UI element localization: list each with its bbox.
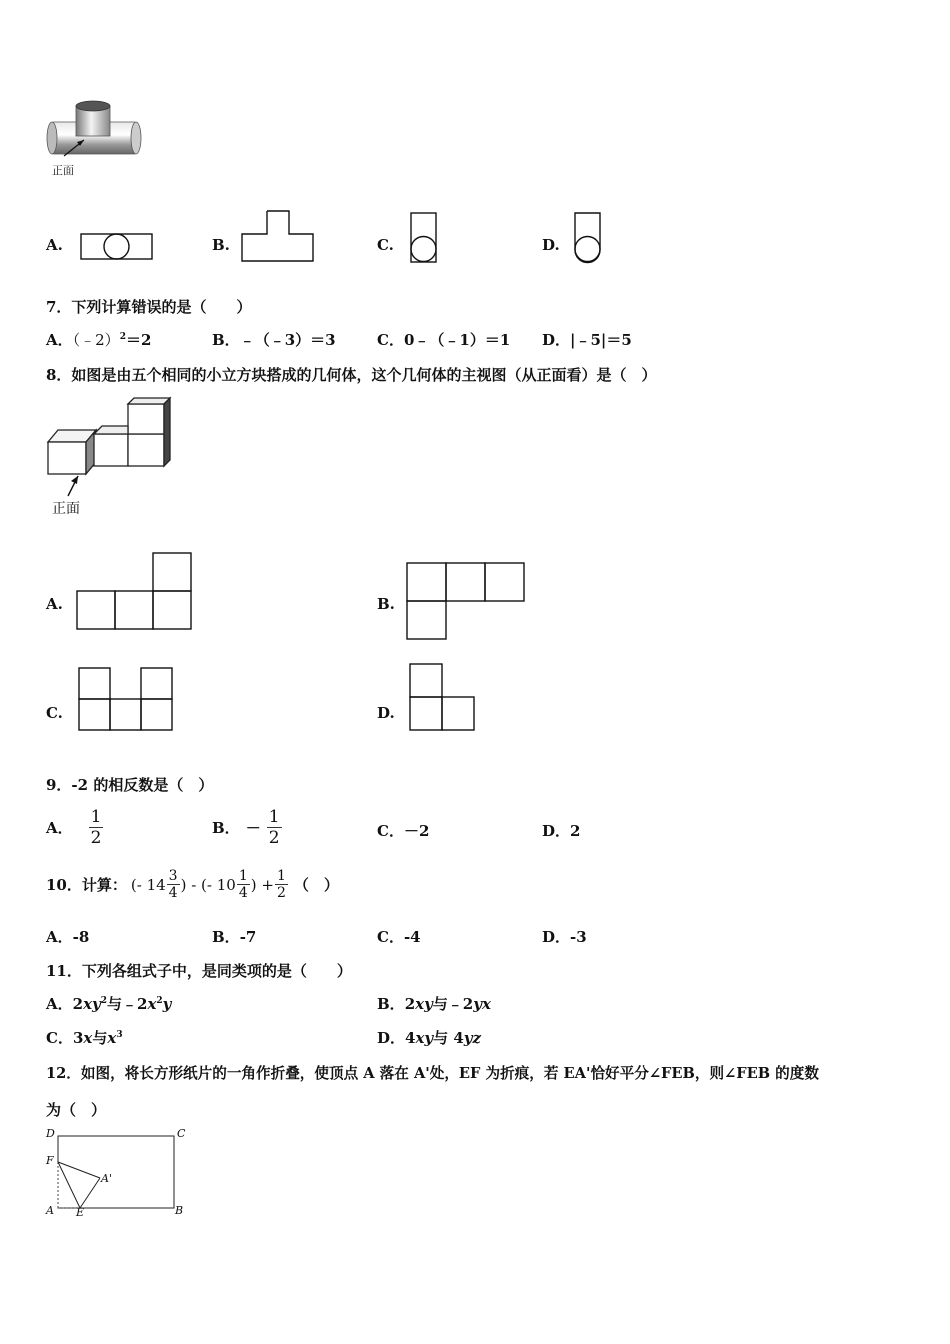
q10-option-a-text: -8 [72, 928, 90, 946]
q10-fraction-1: $\frac{3}{4}$ [168, 868, 178, 901]
q9-option-b[interactable] [212, 807, 282, 848]
q7-option-c[interactable] [377, 329, 510, 350]
q8-option-c-figure[interactable] [78, 667, 174, 733]
q8-option-b-figure[interactable] [406, 562, 526, 642]
q9-option-b-fraction: $\frac{1}{2}$ [268, 807, 280, 848]
q7-option-a-result: ＝2 [125, 331, 152, 349]
q9-stem: 9．-2 的相反数是（ ） [46, 776, 214, 794]
rect-label-b: B [175, 1204, 184, 1217]
q10-option-c-label: C． [377, 928, 404, 946]
q8-option-d-figure[interactable] [409, 663, 477, 733]
q10-option-b-label: B． [212, 928, 240, 946]
q7-option-c-label: C． [377, 331, 404, 349]
pipe-caption: 正面 [52, 164, 74, 177]
q10-expression: (- 14 $\frac{3}{4}$ ) - (- 10 $\frac{1}{4}$ ) + $\frac{1}{2}$ [130, 868, 286, 901]
q12-stem-line1: 12．如图，将长方形纸片的一角作折叠，使顶点 A 落在 A'处，EF 为折痕，若 EA'恰好平分∠FEB，则∠FEB 的度数 [46, 1065, 819, 1082]
q7-stem: 7．下列计算错误的是（ ） [46, 298, 252, 316]
q10-option-c[interactable] [377, 926, 421, 947]
q9-option-c-label: C． [377, 822, 404, 840]
q9-option-d-label: D． [542, 822, 571, 840]
q10-option-d[interactable] [542, 926, 587, 947]
q8-option-d-label[interactable]: D. [377, 704, 395, 722]
q6-option-c-label[interactable]: C. [377, 236, 394, 254]
q10-option-a-label: A． [46, 928, 73, 946]
q7-option-d-text: |﹣5|＝5 [570, 331, 632, 349]
q10-option-b[interactable] [212, 926, 256, 947]
rect-label-e: E [76, 1206, 85, 1219]
q10-option-d-label: D． [542, 928, 571, 946]
q10-fraction-2: $\frac{1}{4}$ [238, 868, 248, 901]
q10-option-c-text: -4 [403, 928, 421, 946]
q9-option-c[interactable] [377, 820, 429, 841]
q6-option-b-label[interactable]: B. [212, 236, 230, 254]
q7-option-c-text: 0﹣（﹣1）＝1 [403, 331, 511, 349]
q7-option-b-text: ﹣（﹣3）＝3 [239, 331, 336, 349]
q10-option-b-text: -7 [239, 928, 257, 946]
q7-option-a[interactable] [46, 329, 151, 350]
q7-option-b-label: B． [212, 331, 240, 349]
q9-option-d-text: 2 [570, 822, 581, 840]
q11-stem: 11．下列各组式子中，是同类项的是（ ） [46, 962, 352, 980]
q8-cubes-caption: 正面 [52, 501, 80, 517]
q6-option-b-figure[interactable] [241, 210, 315, 263]
q8-stem: 8．如图是由五个相同的小立方块搭成的几何体，这个几何体的主视图（从正面看）是（ ） [46, 366, 657, 384]
q9-option-a-label: A． [46, 819, 73, 837]
q9-option-b-label: B． [212, 819, 240, 837]
q6-option-c-figure[interactable] [410, 212, 438, 264]
q12-rectangle-figure [44, 1126, 194, 1218]
q8-option-b-label[interactable]: B. [377, 595, 395, 613]
rect-label-c: C [177, 1127, 186, 1140]
pipe-tee-figure [44, 100, 144, 170]
q11-option-b[interactable]: B．2xy与﹣2yx [377, 995, 491, 1013]
q10-option-d-text: -3 [570, 928, 587, 946]
q11-option-d[interactable]: D．4xy与 4yz [377, 1029, 482, 1047]
q9-option-b-sign: － [245, 819, 261, 837]
q7-option-d[interactable] [542, 329, 632, 350]
q6-option-a-label[interactable]: A. [46, 236, 63, 254]
q8-option-a-label[interactable]: A. [46, 595, 63, 613]
q9-option-a-fraction: $\frac{1}{2}$ [90, 807, 102, 848]
q8-option-a-figure[interactable] [76, 552, 194, 632]
q7-option-a-base: （﹣2） [72, 331, 120, 349]
rect-label-a: A [46, 1204, 54, 1217]
q9-option-a[interactable] [46, 807, 103, 848]
q10-stem [46, 868, 339, 901]
q7-option-a-label: A． [46, 331, 73, 349]
q6-option-a-figure[interactable] [80, 233, 154, 261]
q6-option-d-figure[interactable] [574, 212, 602, 264]
q8-cubes-figure [46, 398, 176, 478]
rect-label-f: F [46, 1154, 54, 1167]
q7-option-a-exponent: 2 [119, 332, 126, 342]
q10-fraction-3: $\frac{1}{2}$ [276, 868, 286, 901]
q7-option-b[interactable] [212, 329, 336, 350]
q11-option-c[interactable]: C．3x与$x^3$ [46, 1029, 123, 1047]
q11-option-a[interactable]: A．$2xy^2$与$﹣2x^2y$ [46, 995, 172, 1013]
rect-label-a-prime: A' [101, 1172, 112, 1185]
q7-option-d-label: D． [542, 331, 571, 349]
rect-label-d: D [46, 1127, 55, 1140]
q9-option-d[interactable] [542, 820, 580, 841]
q9-option-c-text: －2 [403, 822, 430, 840]
q6-option-d-label[interactable]: D. [542, 236, 560, 254]
q8-option-c-label[interactable]: C. [46, 704, 63, 722]
q10-option-a[interactable] [46, 926, 89, 947]
q10-stem-suffix: （ ） [293, 876, 339, 894]
q12-stem-line2: 为（ ） [46, 1101, 107, 1119]
q10-stem-prefix: 10．计算： [46, 876, 127, 894]
